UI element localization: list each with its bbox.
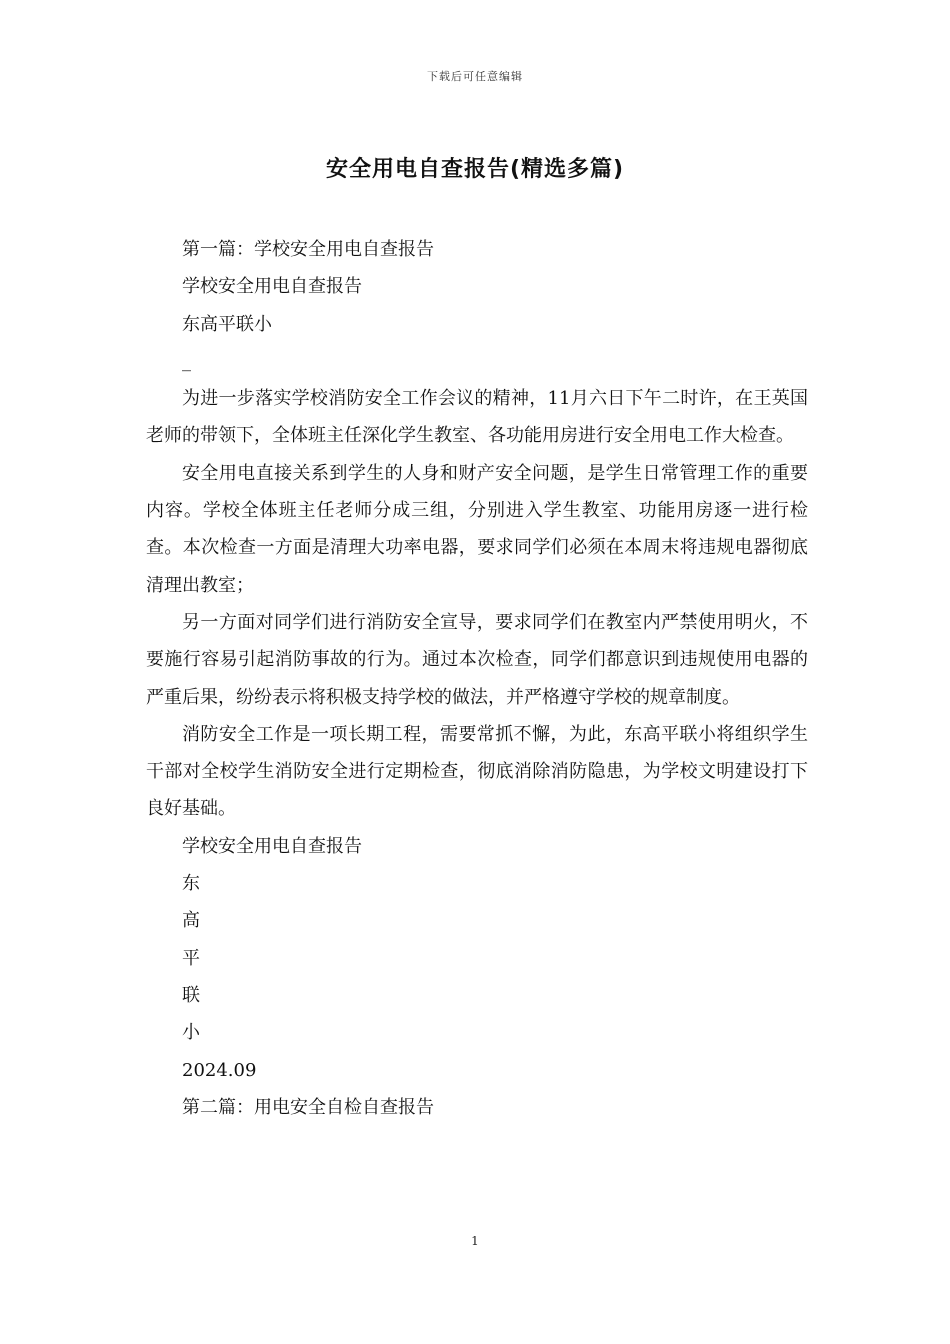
signature-char-5: 小 — [182, 1022, 200, 1044]
paragraph-2: 安全用电直接关系到学生的人身和财产安全问题，是学生日常管理工作的重要内容。学校全体班主任老师分成三组，分别进入学生教室、功能用房逐一进行检查。本次检查一方面是清理大功率电器，要求同学们必须在本周末将违规电器彻底清理出教室； — [146, 462, 808, 596]
signature-char-3: 平 — [182, 947, 200, 969]
signature-char-2: 高 — [182, 910, 200, 932]
report-date: 2024.09 — [182, 1059, 257, 1081]
underscore-line: _ — [182, 350, 191, 372]
signature-char-1: 东 — [182, 873, 200, 895]
paragraph-4: 消防安全工作是一项长期工程，需要常抓不懈，为此，东高平联小将组织学生干部对全校学生消防安全进行定期检查，彻底消除消防隐患，为学校文明建设打下良好基础。 — [146, 723, 808, 820]
school-name: 东高平联小 — [182, 313, 272, 335]
report-title: 学校安全用电自查报告 — [182, 276, 362, 298]
document-title: 安全用电自查报告(精选多篇) — [325, 157, 625, 182]
section-heading-2: 第二篇：用电安全自检自查报告 — [182, 1096, 434, 1118]
paragraph-1: 为进一步落实学校消防安全工作会议的精神，11月六日下午二时许，在王英国老师的带领下，全体班主任深化学生教室、各功能用房进行安全用电工作大检查。 — [146, 388, 808, 447]
page-header-note: 下载后可任意编辑 — [427, 70, 523, 83]
page-number: 1 — [471, 1234, 479, 1248]
closing-title: 学校安全用电自查报告 — [182, 835, 362, 857]
document-body — [146, 231, 808, 1126]
signature-char-4: 联 — [182, 984, 200, 1006]
paragraph-3: 另一方面对同学们进行消防安全宣导，要求同学们在教室内严禁使用明火，不要施行容易引起消防事故的行为。通过本次检查，同学们都意识到违规使用电器的严重后果，纷纷表示将积极支持学校的做法，并严格遵守学校的规章制度。 — [146, 611, 808, 708]
section-heading-1: 第一篇：学校安全用电自查报告 — [182, 239, 434, 260]
